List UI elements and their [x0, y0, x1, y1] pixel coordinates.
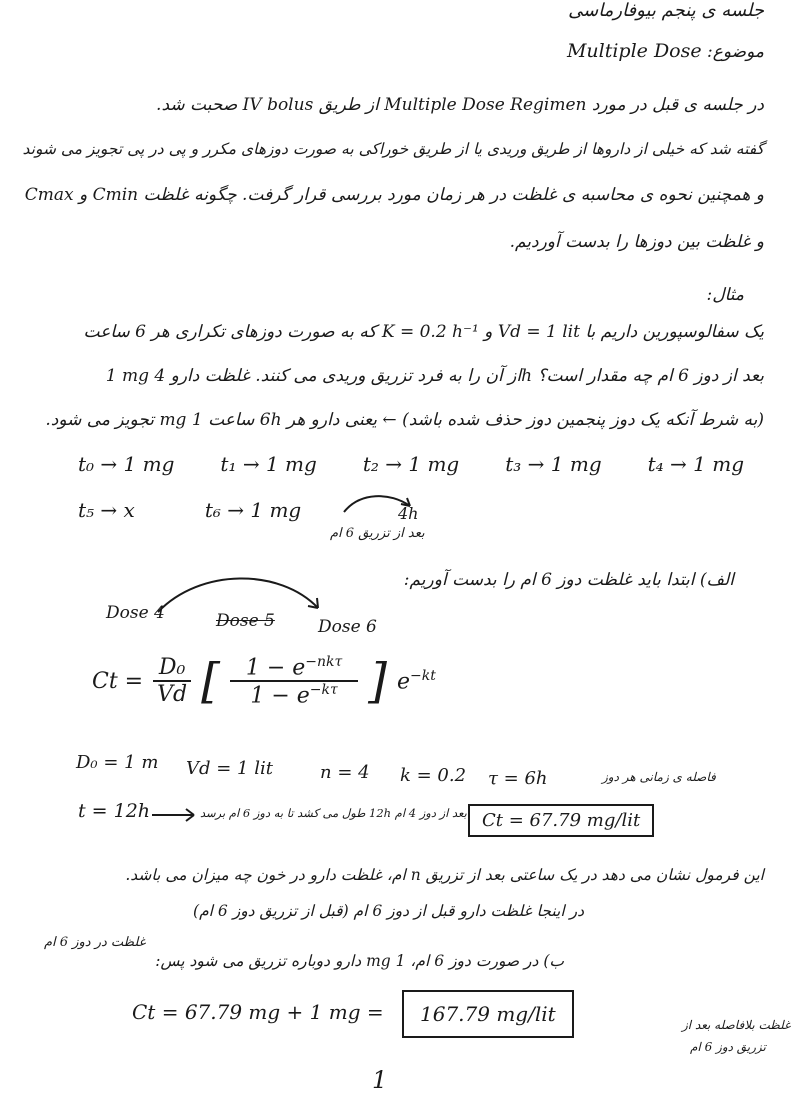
dose-item: t₀ → 1 mg — [78, 452, 175, 476]
subject-label: موضوع: — [707, 42, 764, 62]
result-box-1: Ct = 67.79 mg/lit — [468, 804, 654, 837]
intro-line-3: و همچنین نحوه ی محاسبه ی غلظت در هر زمان مورد بررسی قرار گرفت. چگونه غلظت Cmin و Cmax — [24, 185, 764, 205]
result-box-2: 167.79 mg/lit — [402, 990, 574, 1038]
param-d0: D₀ = 1 m — [76, 752, 159, 773]
arrow-right-icon — [150, 806, 200, 824]
after-time-value: 4h — [398, 504, 419, 523]
dose-4-label: Dose 4 — [106, 603, 165, 623]
intro-line-1: در جلسه ی قبل در مورد Multiple Dose Regimen از طریق IV bolus صحبت شد. — [156, 95, 764, 115]
dose-item: t₂ → 1 mg — [362, 452, 460, 476]
dose-item: t₃ → 1 mg — [505, 452, 602, 476]
part-b-side-note: غلظت در دوز 6 ام — [44, 935, 146, 950]
param-tau: τ = 6h — [488, 768, 548, 789]
dose-schedule-row-2 — [78, 498, 301, 522]
intro-line-4: و غلظت بین دوزها را بدست آوردیم. — [509, 232, 764, 252]
subject-value: Multiple Dose — [566, 40, 702, 62]
final-note-1: غلظت بلافاصله بعد از — [682, 1018, 791, 1032]
page-number: 1 — [372, 1066, 388, 1094]
subject-line — [567, 40, 764, 62]
dose-6-label: Dose 6 — [318, 617, 377, 637]
decay-term: $e^{-kt}$ — [396, 668, 436, 695]
example-line-1: یک سفالوسپورین داریم با Vd = 1 lit و K = 0.2 h⁻¹ که به صورت دوزهای تکراری هر 6 ساعت — [83, 322, 764, 342]
intro-line-2: گفته شد که خیلی از داروها از طریق وریدی یا از طریق خوراکی به صورت دوزهای مکرر و پی در پی تجویز می شوند — [22, 140, 764, 158]
final-equation: Ct = 67.79 mg + 1 mg = — [132, 1000, 384, 1024]
time-note: بعد از دوز 4 ام 12h طول می کشد تا به دوز 6 ام برسد — [200, 806, 467, 820]
example-line-2: 1 mg از آن را به فرد تزریق وریدی می کنند. غلظت دارو 4h بعد از دوز 6 ام چه مقدار است؟ — [105, 366, 764, 386]
dose-schedule-row-1 — [78, 452, 744, 476]
part-b-text: ب) در صورت دوز 6 ام، 1 mg دارو دوباره تزریق می شود پس: — [155, 952, 564, 970]
example-label: مثال: — [706, 285, 744, 305]
dose-item: t₁ → 1 mg — [220, 452, 317, 476]
note-line-2: در اینجا غلظت دارو قبل از دوز 6 ام (قبل از تزریق دوز 6 ام) — [193, 902, 584, 920]
final-note-2: تزریق دوز 6 ام — [690, 1040, 766, 1054]
param-vd: Vd = 1 lit — [186, 758, 273, 779]
accumulation-factor: $\frac{1 - e^{-nk\tau}}{1 - e^{-k\tau}}$ — [230, 654, 358, 709]
concentration-formula: Ct = $\frac{\text{D₀}}{Vd}$ [ $\frac{1 - e^{-nk\tau}}{1 - e^{-k\tau}}$ ] $e^{-kt}$ — [92, 653, 436, 710]
dose-item: t₆ → 1 mg — [204, 498, 302, 522]
dose-over-vd: $\frac{\text{D₀}}{Vd}$ — [153, 655, 191, 707]
dose-item: t₅ → x — [78, 498, 135, 522]
page-title: جلسه ی پنجم بیوفارماسی — [568, 0, 764, 21]
formula-lhs: Ct = — [92, 668, 144, 694]
example-line-3: (به شرط آنکه یک دوز پنجمین دوز حذف شده باشد) ← یعنی دارو هر 6h ساعت 1 mg تجویز می شود. — [45, 410, 764, 430]
part-a-text: الف) ابتدا باید غلظت دوز 6 ام را بدست آوریم: — [403, 570, 734, 590]
dose-5-label: Dose 5 — [216, 611, 275, 631]
after-time-note: بعد از تزریق 6 ام — [330, 526, 425, 541]
param-tau-note: فاصله ی زمانی هر دوز — [602, 770, 716, 784]
time-value: t = 12h — [78, 800, 151, 822]
note-line-1: این فرمول نشان می دهد در یک ساعتی بعد از تزریق n ام، غلظت دارو در خون چه میزان می باشد. — [125, 866, 764, 884]
dose-item: t₄ → 1 mg — [647, 452, 745, 476]
param-n: n = 4 — [320, 762, 370, 783]
param-k: k = 0.2 — [400, 765, 467, 786]
